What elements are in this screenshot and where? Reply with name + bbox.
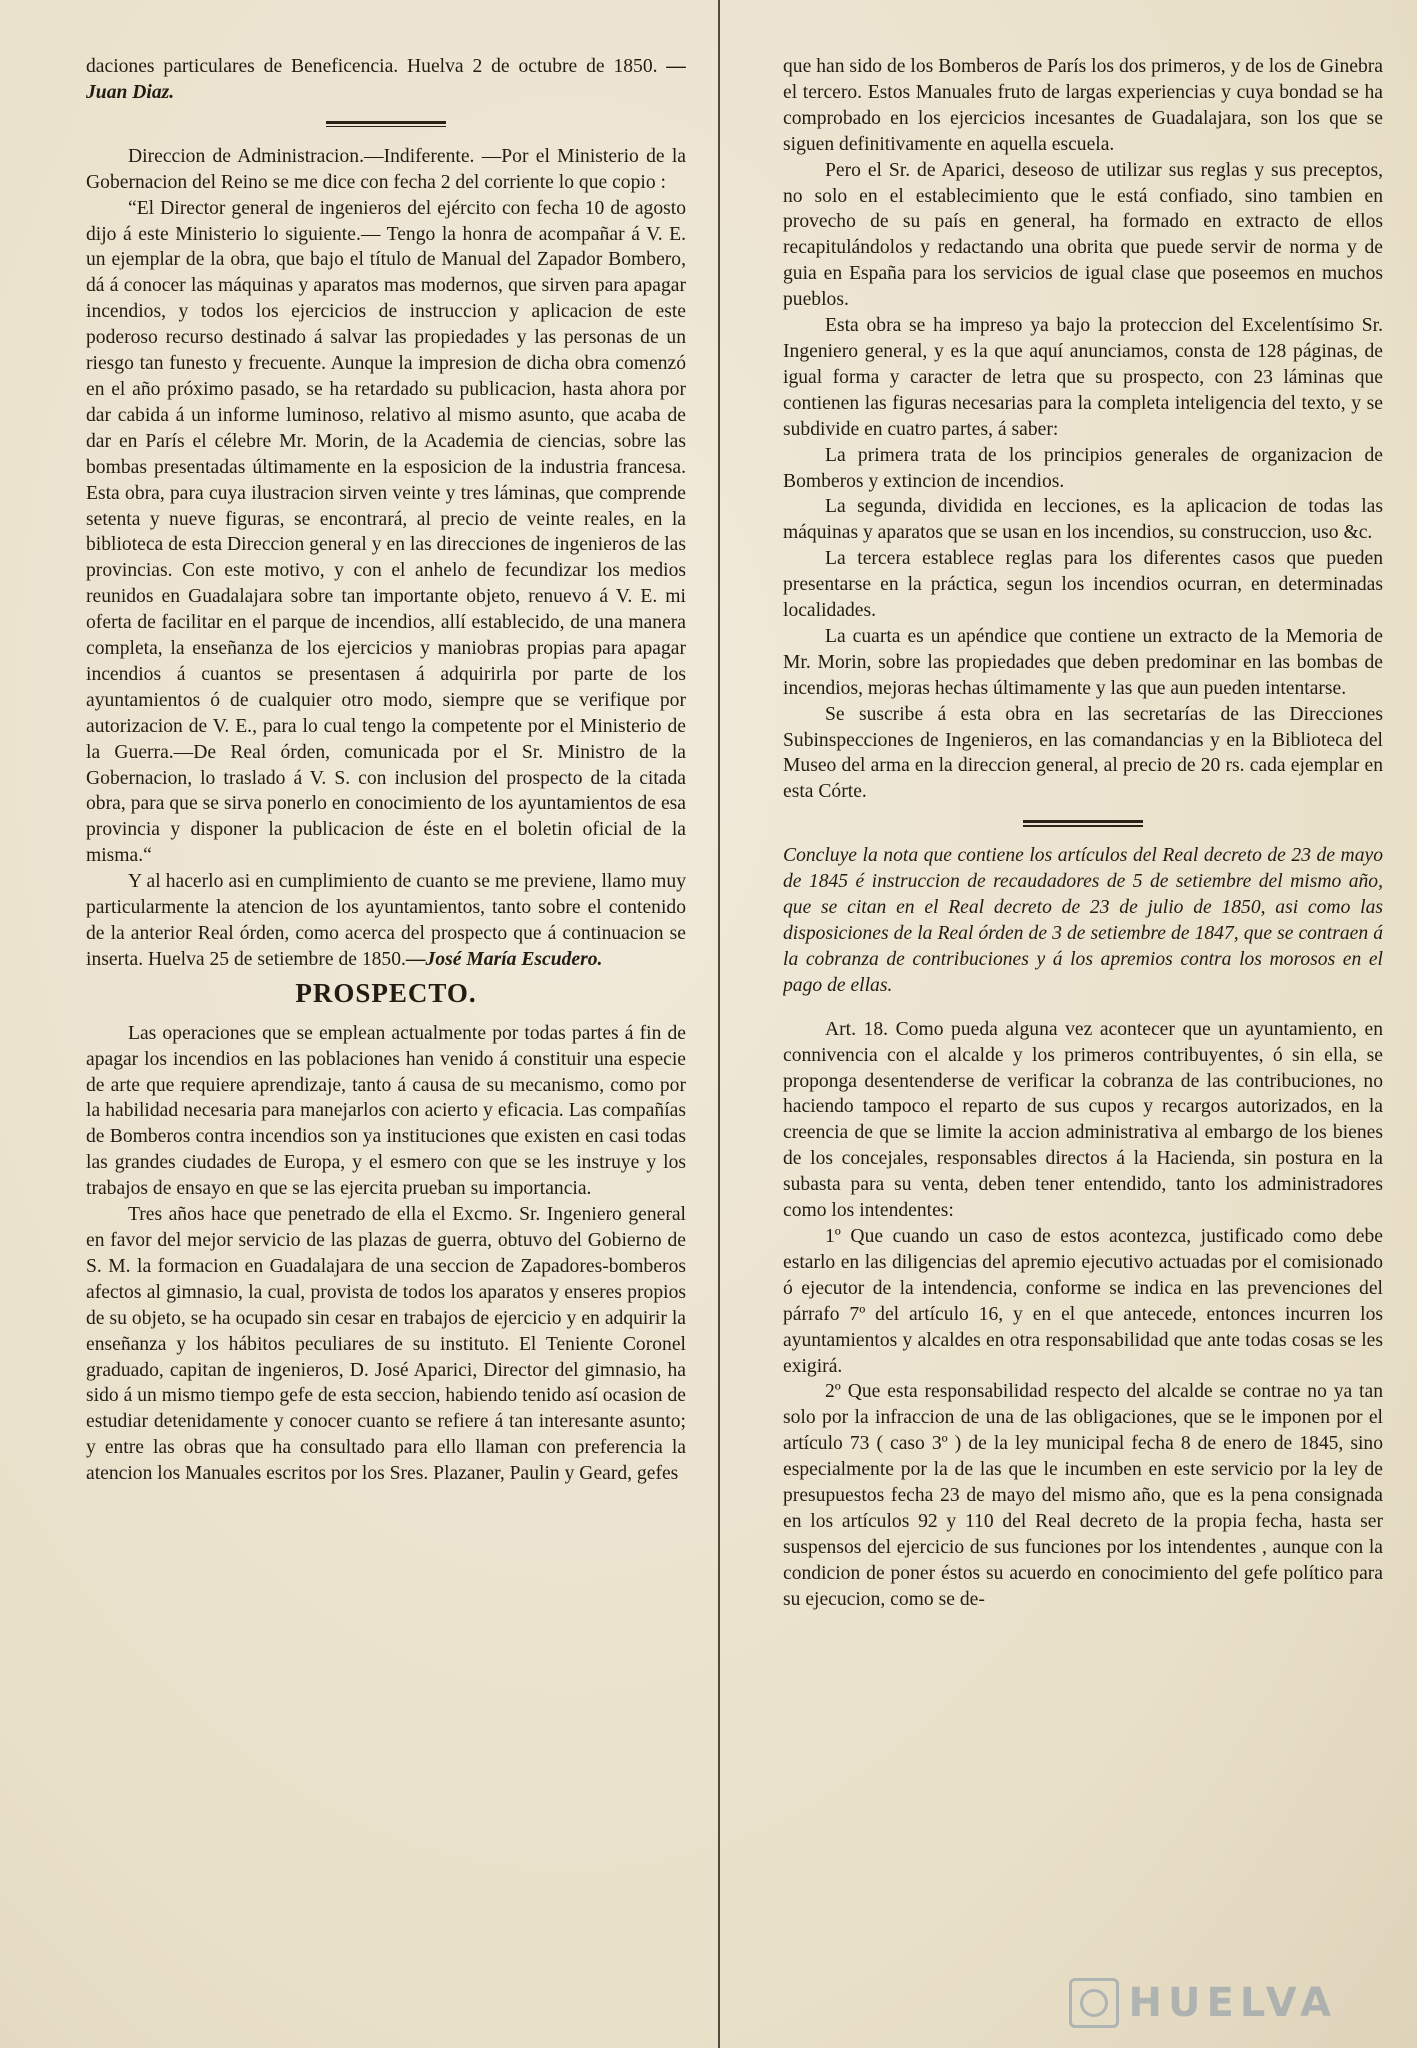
obra-paragraph: Esta obra se ha impreso ya bajo la proteccion del Excelentísimo Sr. Ingeniero general, y es la que aquí anunciamos, consta de 128 páginas, de igual forma y caracter de letra que su prospecto, con 23 láminas que contienen las figuras necesarias para la completa inteligencia del texto, y se subdivide en cuatro partes, á saber: [783, 315, 1383, 440]
closing-text: Y al hacerlo asi en cumplimiento de cuanto se me previene, llamo muy particularmente la atencion de los ayuntamientos, tanto sobre el contenido de la anterior Real órden, como acerca del prospecto que á continuacion se inserta. Huelva 25 de setiembre de 1850. [86, 871, 686, 970]
note-title: Concluye la nota que contiene los artículos del Real decreto de 23 de mayo de 1845 é instruccion de recaudadores de 5 de setiembre del mismo año, que se citan en el Real decreto de 23 de julio de 1850, asi como las disposiciones de la Real órden de 3 de setiembre de 1847, que se contraen á la cobranza de contribuciones y á los apremios contra los morosos en el pago de ellas. [783, 845, 1383, 996]
parte-2: La segunda, dividida en lecciones, es la aplicacion de todas las máquinas y aparatos que se usan en los incendios, su construccion, uso &c. [783, 496, 1383, 544]
ornament-divider [326, 120, 446, 130]
direccion-paragraph: Direccion de Administracion.—Indiferente. —Por el Ministerio de la Gobernacion del Reino se me dice con fecha 2 del corriente lo que copio : [86, 145, 686, 193]
opening-text: daciones particulares de Beneficencia. Huelva 2 de octubre de 1850. [86, 56, 658, 77]
closing-paragraph [86, 869, 686, 973]
archive-logo-icon [1069, 1978, 1119, 2028]
opening-signature: —Juan Diaz. [86, 56, 686, 103]
suscribe-paragraph: Se suscribe á esta obra en las secretarías de las Direcciones Subinspecciones de Ingenieros, en las comandancias y en la Biblioteca del Museo del arma en la direccion general, al precio de 20 rs. cada ejemplar en esta Córte. [783, 703, 1383, 803]
parte-3: La tercera establece reglas para los diferentes casos que pueden presentarse en la práctica, segun los incendios ocurran, en determinadas localidades. [783, 548, 1383, 622]
parte-4: La cuarta es un apéndice que contiene un extracto de la Memoria de Mr. Morin, sobre las propiedades que deben predominar en las bombas de incendios, mejoras hechas últimamente y las que aun pueden intentarse. [783, 625, 1383, 699]
closing-signature: —José María Escudero. [405, 948, 603, 970]
opening-lines [86, 54, 686, 106]
archive-watermark [1069, 1978, 1337, 2028]
ornament-divider-2 [1023, 819, 1143, 829]
prospecto-paragraph-2: Tres años hace que penetrado de ella el Excmo. Sr. Ingeniero general en favor del mejor servicio de las plazas de guerra, obtuvo del Gobierno de S. M. la formacion en Guadalajara de una seccion de Zapadores-bomberos afectos al gimnasio, la cual, provista de todos los aparatos y enseres propios de su objeto, se ha ocupado sin cesar en trabajos de ejercicio y en adquirir la enseñanza y los hábitos peculiares de su instituto. El Teniente Coronel graduado, capitan de ingenieros, D. José Aparici, Director del gimnasio, ha sido á un mismo tiempo gefe de esta seccion, habiendo tenido así ocasion de estudiar detenidamente y conocer cuanto se refiere á tan interesante asunto; y entre las obras que ha consultado para ello llaman con preferencia la atencion los Manuales escritos por los Sres. Plazaner, Paulin y Geard, gefes [86, 1204, 686, 1485]
article-18-paragraph: Art. 18. Como pueda alguna vez acontecer que un ayuntamiento, en connivencia con el alcalde y los primeros contribuyentes, ó sin ella, se proponga desentenderse de verificar la cobranza de las contribuciones, no haciendo tampoco el reparto de sus cupos y recargos autorizados, en la creencia de que se limite la accion administrativa al embargo de los bienes de los concejales, responsables directos á la Hacienda, sin postura en la subasta para su venta, deben tener entendido, tanto los administradores como los intendentes: [783, 1018, 1383, 1222]
prospecto-paragraph-1: Las operaciones que se emplean actualmente por todas partes á fin de apagar los incendios en las poblaciones han venido á constituir una especie de arte que requiere aprendizaje, tanto á causa de su mecanismo, como por la habilidad necesaria para manejarlos con acierto y eficacia. Las compañías de Bomberos contra incendios son ya instituciones que existen en casi todas las grandes ciudades de Europa, y el esmero con que se les instruye y los trabajos de ensayo en que se las ejercita prueban su importancia. [86, 1022, 686, 1200]
prospecto-heading: PROSPECTO. [295, 977, 477, 1008]
parte-1: La primera trata de los principios generales de organizacion de Bomberos y extincion de incendios. [783, 444, 1383, 492]
item-1: 1º Que cuando un caso de estos acontezca, justificado como debe estarlo en las diligencias del apremio ejecutivo actuadas por el comisionado ó ejecutor de la intendencia, conforme se indica en las prevenciones del párrafo 7º del artículo 16, y en el que antecede, entonces incurren los ayuntamientos y alcaldes en otra responsabilidad que ante todas cosas se les exigirá. [783, 1225, 1383, 1377]
column-rule [718, 0, 720, 2048]
continuation-paragraph: que han sido de los Bomberos de París los dos primeros, y de los de Ginebra el tercero. Estos Manuales fruto de largas experiencias y cuya bondad se ha comprobado en los ejercicios incesantes de Guadalajara, son los que se siguen definitivamente en aquella escuela. [783, 56, 1383, 155]
item-2: 2º Que esta responsabilidad respecto del alcalde se contrae no ya tan solo por la infraccion de una de las obligaciones, que se le imponen por el artículo 73 ( caso 3º ) de la ley municipal fecha 8 de enero de 1845, sino especialmente por la de las que le incumben en este servicio por la ley de presupuestos fecha 23 de mayo del mismo año, que es la pena consignada en los artículos 92 y 110 del Real decreto de la propia fecha, hasta ser suspensos del ejercicio de sus funciones por los intendentes , aunque con la condicion de poner éstos su acuerdo en conocimiento del gefe político para su ejecucion, como se de- [783, 1381, 1383, 1610]
watermark-text: HUELVA [1128, 1980, 1337, 2026]
quote-paragraph: “El Director general de ingenieros del ejército con fecha 10 de agosto dijo á este Ministerio lo siguiente.— Tengo la honra de acompañar á V. E. un ejemplar de la obra, que bajo el título de Manual del Zapador Bombero, dá á conocer las máquinas y aparatos mas modernos, que sirven para apagar incendios, y todos los ejercicios de instruccion y aplicacion de este poderoso recurso destinado á salvar las propiedades y las personas de un riesgo tan funesto y frecuente. Aunque la impresion de dicha obra comenzó en el año próximo pasado, se ha retardado su publicacion, hasta ahora por dar cabida á un informe luminoso, relativo al mismo asunto, que acaba de dar en París el célebre Mr. Morin, de la Academia de ciencias, sobre las bombas presentadas últimamente en la esposicion de la industria francesa. Esta obra, para cuya ilustracion sirven veinte y tres láminas, que comprende setenta y nueve figuras, se encontrará, al precio de veinte reales, en la biblioteca de esta Direccion general y en las direcciones de ingenieros de las provincias. Con este motivo, y con el anhelo de fecundizar los medios reunidos en Guadalajara sobre tan importante objeto, renuevo á V. E. mi oferta de facilitar en el parque de incendios, allí establecido, de una manera completa, la enseñanza de los ejercicios y maniobras propias para apagar incendios á cuantos se presentasen á adquirirla por parte de los ayuntamientos ó de cualquier otro modo, siempre que se verifique por autorizacion de V. E., para lo cual tengo la competente por el Ministerio de la Guerra.—De Real órden, comunicada por el Sr. Ministro de la Gobernacion, lo traslado á V. S. con inclusion del prospecto de la citada obra, para que se sirva ponerlo en conocimiento de los ayuntamientos de esa provincia y disponer la publicacion de éste en el boletin oficial de la misma.“ [86, 197, 686, 867]
left-column [86, 54, 686, 2034]
right-column [783, 54, 1383, 2034]
aparici-paragraph: Pero el Sr. de Aparici, deseoso de utilizar sus reglas y sus preceptos, no solo en el establecimiento que le está confiado, sino tambien en provecho de su país en general, ha formado en extracto de ellos recapitulándolos y redactando una obrita que puede servir de norma y de guia en España para los servicios de igual clase que poseemos en muchos pueblos. [783, 159, 1383, 311]
